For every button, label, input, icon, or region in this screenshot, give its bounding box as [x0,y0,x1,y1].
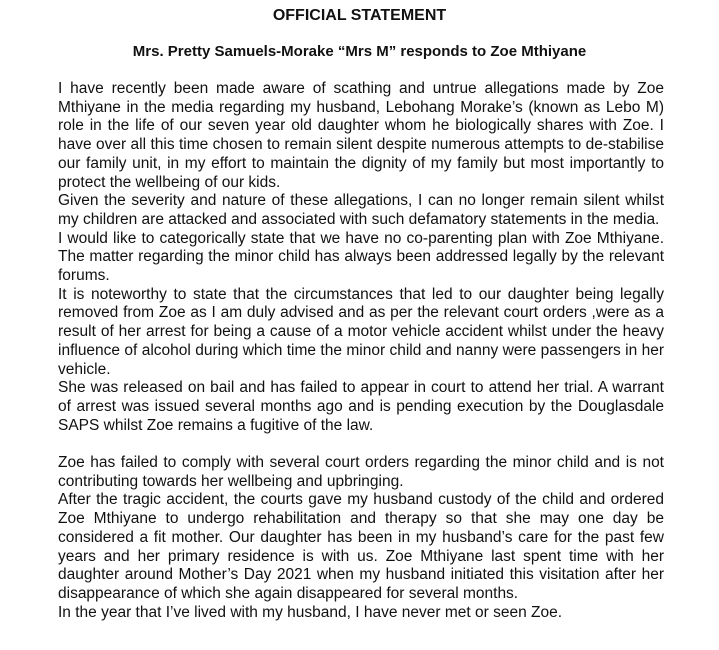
paragraph-never-met: In the year that I’ve lived with my husband, I have never met or seen Zoe. [58,603,563,621]
paragraph-circumstances: It is noteworthy to state that the circumstances that led to our daughter being legally removed from Zoe as I am duly advised and as per the relevant court orders ,were as a result of her arrest for being a cause of a motor vehicle accident whilst under the heavy influence of alcohol during which time the minor child and nanny were passengers in her vehicle. [58,285,664,378]
document-title: OFFICIAL STATEMENT [272,7,447,24]
paragraph-spacer [58,435,664,454]
paragraph-court-orders: Zoe has failed to comply with several court orders regarding the minor child and is not contributing towards her wellbeing and upbringing. [58,454,664,490]
paragraph-co-parenting: I would like to categorically state that we have no co-parenting plan with Zoe Mthiyane. The matter regarding the minor child has always been addressed legally by the relevant forums. [58,229,664,285]
statement-body [58,80,664,622]
paragraph-awareness: I have recently been made aware of scathing and untrue allegations made by Zoe Mthiyane in the media regarding my husband, Lebohang Morake’s (known as Lebo M) role in the life of our seven year old daughter whom he biologically shares with Zoe. I have over all this time chosen to remain silent despite numerous attempts to de-stabilise our family unit, in my effort to maintain the dignity of my family but most importantly to protect the wellbeing of our kids. [58,80,664,191]
document-subtitle: Mrs. Pretty Samuels-Morake “Mrs M” responds to Zoe Mthiyane [132,43,587,60]
paragraph-bail: She was released on bail and has failed to appear in court to attend her trial. A warrant of arrest was issued several months ago and is pending execution by the Douglasdale SAPS whilst Zoe remains a fugitive of the law. [58,379,664,434]
paragraph-severity: Given the severity and nature of these allegations, I can no longer remain silent whilst my children are attacked and associated with such defamatory statements in the media. [58,192,664,228]
paragraph-custody: After the tragic accident, the courts gave my husband custody of the child and ordered Zoe Mthiyane to undergo rehabilitation and therapy so that she may one day be considered a fit mother. Our daughter has been in my husband’s care for the past few years and her primary residence is with us. Zoe Mthiyane last spent time with her daughter around Mother’s Day 2021 when my husband initiated this visitation after her disappearance of which she again disappeared for several months. [58,491,664,602]
